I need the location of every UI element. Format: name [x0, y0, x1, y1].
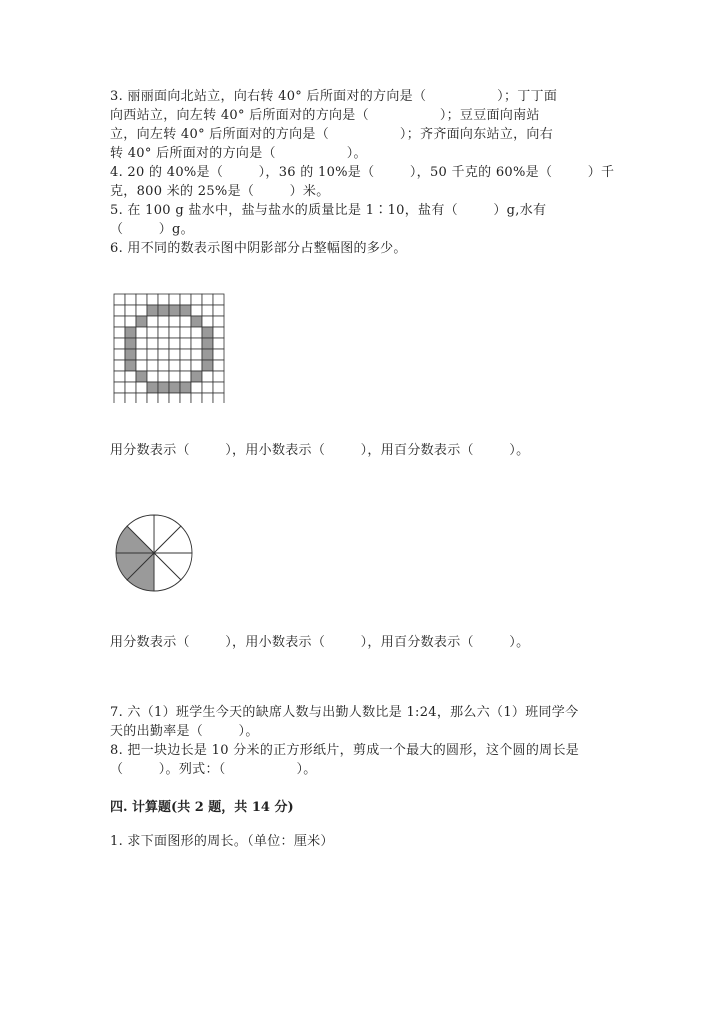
- grid-cell: [213, 371, 224, 382]
- q6-answer-grid: 用分数表示（ ），用小数表示（ ），用百分数表示（ ）。: [110, 443, 530, 458]
- q4-line2: 克，800 米的 25%是（ ）米。: [110, 184, 330, 199]
- grid-cell: [114, 305, 125, 316]
- q4-line1: 4. 20 的 40%是（ ），36 的 10%是（ ），50 千克的 60%是（ ）千: [110, 165, 615, 180]
- grid-cell: [147, 360, 158, 371]
- grid-cell: [136, 316, 147, 327]
- grid-cell: [125, 294, 136, 305]
- grid-cell: [147, 294, 158, 305]
- q3-line3: 立，向左转 40° 后所面对的方向是（ ）；齐齐面向东站立，向右: [110, 127, 554, 142]
- grid-cell: [125, 349, 136, 360]
- grid-cell: [147, 349, 158, 360]
- grid-cell: [180, 338, 191, 349]
- grid-cell: [136, 338, 147, 349]
- grid-cell: [147, 327, 158, 338]
- grid-cell: [169, 371, 180, 382]
- grid-cell: [202, 349, 213, 360]
- q6-line1: 6. 用不同的数表示图中阴影部分占整幅图的多少。: [110, 241, 407, 256]
- grid-cell: [180, 305, 191, 316]
- grid-cell: [158, 393, 169, 403]
- grid-cell: [125, 305, 136, 316]
- grid-cell: [114, 382, 125, 393]
- grid-cell: [136, 360, 147, 371]
- grid-cell: [213, 360, 224, 371]
- grid-cell: [180, 327, 191, 338]
- grid-cell: [147, 393, 158, 403]
- grid-cell: [136, 305, 147, 316]
- grid-cell: [180, 371, 191, 382]
- grid-cell: [125, 327, 136, 338]
- grid-cell: [158, 316, 169, 327]
- grid-cell: [114, 338, 125, 349]
- grid-cell: [202, 393, 213, 403]
- grid-cell: [202, 305, 213, 316]
- grid-cell: [202, 316, 213, 327]
- grid-cell: [125, 360, 136, 371]
- grid-cell: [191, 360, 202, 371]
- grid-cell: [169, 294, 180, 305]
- grid-cell: [213, 305, 224, 316]
- grid-cell: [158, 382, 169, 393]
- q6-answer-pie: 用分数表示（ ），用小数表示（ ），用百分数表示（ ）。: [110, 635, 530, 650]
- grid-cell: [147, 371, 158, 382]
- grid-cell: [158, 294, 169, 305]
- grid-cell: [180, 349, 191, 360]
- grid-cell: [136, 371, 147, 382]
- grid-cell: [158, 338, 169, 349]
- grid-cell: [213, 349, 224, 360]
- grid-cell: [213, 316, 224, 327]
- grid-cell: [191, 316, 202, 327]
- q5-line1: 5. 在 100 g 盐水中，盐与盐水的质量比是 1∶10，盐有（ ）g,水有: [110, 203, 547, 218]
- q5-line2: （ ）g。: [110, 222, 194, 237]
- grid-cell: [180, 294, 191, 305]
- grid-cell: [125, 316, 136, 327]
- grid-cell: [213, 294, 224, 305]
- grid-cell: [213, 327, 224, 338]
- grid-cell: [114, 327, 125, 338]
- grid-cell: [125, 371, 136, 382]
- grid-cell: [114, 371, 125, 382]
- grid-cell: [114, 349, 125, 360]
- grid-cell: [202, 327, 213, 338]
- grid-cell: [114, 294, 125, 305]
- section4-q1: 1. 求下面图形的周长。（单位：厘米）: [110, 834, 334, 849]
- grid-cell: [136, 382, 147, 393]
- grid-cell: [213, 338, 224, 349]
- grid-cell: [136, 349, 147, 360]
- grid-cell: [191, 349, 202, 360]
- grid-cell: [136, 393, 147, 403]
- grid-cell: [136, 327, 147, 338]
- grid-cell: [191, 305, 202, 316]
- q8-line1: 8. 把一块边长是 10 分米的正方形纸片，剪成一个最大的圆形，这个圆的周长是: [110, 743, 580, 758]
- grid-cell: [169, 349, 180, 360]
- grid-cell: [191, 371, 202, 382]
- grid-cell: [202, 360, 213, 371]
- q8-line2: （ ）。列式：（ ）。: [110, 762, 317, 777]
- grid-cell: [147, 338, 158, 349]
- grid-cell: [191, 393, 202, 403]
- section4-heading: 四. 计算题(共 2 题，共 14 分): [110, 800, 294, 815]
- q7-line1: 7. 六（1）班学生今天的缺席人数与出勤人数比是 1:24，那么六（1）班同学今: [110, 705, 579, 720]
- grid-cell: [191, 294, 202, 305]
- grid-cell: [114, 393, 125, 403]
- grid-cell: [158, 349, 169, 360]
- grid-cell: [169, 338, 180, 349]
- grid-cell: [125, 382, 136, 393]
- grid-cell: [191, 338, 202, 349]
- grid-cell: [202, 338, 213, 349]
- grid-cell: [180, 360, 191, 371]
- grid-cell: [202, 382, 213, 393]
- grid-cell: [158, 360, 169, 371]
- grid-cell: [191, 382, 202, 393]
- grid-figure: [113, 293, 227, 403]
- grid-cell: [213, 393, 224, 403]
- grid-cell: [114, 316, 125, 327]
- q3-line2: 向西站立，向左转 40° 后所面对的方向是（ ）；豆豆面向南站: [110, 108, 540, 123]
- grid-cell: [169, 327, 180, 338]
- pie-figure: [114, 513, 194, 593]
- grid-cell: [158, 371, 169, 382]
- grid-cell: [169, 393, 180, 403]
- grid-cell: [147, 316, 158, 327]
- q7-line2: 天的出勤率是（ ）。: [110, 724, 259, 739]
- grid-cell: [213, 382, 224, 393]
- q3-line4: 转 40° 后所面对的方向是（ ）。: [110, 146, 367, 161]
- grid-cell: [180, 382, 191, 393]
- grid-cell: [114, 360, 125, 371]
- grid-cell: [147, 305, 158, 316]
- grid-cell: [136, 294, 147, 305]
- q3-line1: 3. 丽丽面向北站立，向右转 40° 后所面对的方向是（ ）；丁丁面: [110, 89, 558, 104]
- grid-cell: [125, 393, 136, 403]
- grid-cell: [191, 327, 202, 338]
- grid-cell: [147, 382, 158, 393]
- grid-cell: [125, 338, 136, 349]
- grid-cell: [169, 360, 180, 371]
- grid-cell: [158, 305, 169, 316]
- grid-cell: [169, 305, 180, 316]
- grid-cell: [169, 382, 180, 393]
- grid-cell: [180, 393, 191, 403]
- grid-cell: [180, 316, 191, 327]
- grid-cell: [202, 371, 213, 382]
- grid-cell: [202, 294, 213, 305]
- grid-cell: [158, 327, 169, 338]
- grid-cell: [169, 316, 180, 327]
